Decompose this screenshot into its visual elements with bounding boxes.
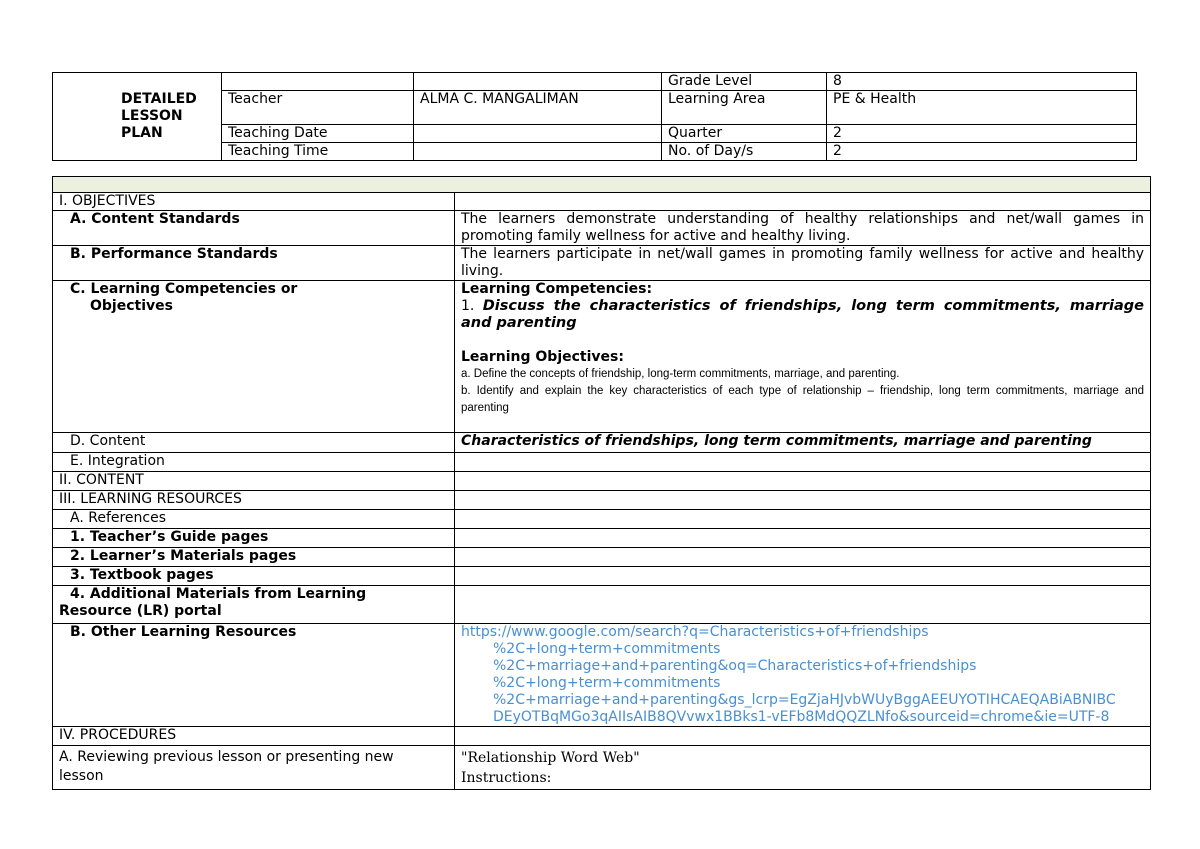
link-line-1[interactable]: https://www.google.com/search?q=Characteristics+of+friendships <box>461 624 929 640</box>
empty-cell <box>455 510 1151 529</box>
link-line-5[interactable]: %2C+marriage+and+parenting&gs_lcrp=EgZjaHJvbWUyBggAEEUYOTIHCAEQABiABNIBC <box>493 692 1116 708</box>
empty-cell <box>455 727 1151 746</box>
performance-standards-label: B. Performance Standards <box>53 246 455 281</box>
competency-number: 1. <box>461 298 475 314</box>
other-resources-label: B. Other Learning Resources <box>53 624 455 727</box>
header-band <box>53 177 1151 193</box>
empty-cell <box>455 548 1151 567</box>
teaching-date-value <box>414 125 662 143</box>
quarter-value: 2 <box>827 125 1137 143</box>
empty-cell <box>222 73 414 91</box>
document-title <box>53 73 222 161</box>
other-resources-link[interactable] <box>455 624 1151 727</box>
empty-cell <box>414 73 662 91</box>
competencies-label-line2: Objectives <box>90 298 173 314</box>
empty-cell <box>455 586 1151 624</box>
teachers-guide-label: 1. Teacher’s Guide pages <box>53 529 455 548</box>
competency-text: Discuss the characteristics of friendships, long term commitments, marriage and parenting <box>461 298 1145 331</box>
competency-item <box>461 298 1144 332</box>
reviewing-label-line1: A. Reviewing previous lesson or presenting new <box>59 749 394 765</box>
title-line-2: LESSON <box>121 108 183 124</box>
objectives-sub-heading: Learning Objectives: <box>461 349 624 365</box>
teaching-time-label: Teaching Time <box>222 143 414 161</box>
link-line-4[interactable]: %2C+long+term+commitments <box>493 675 721 691</box>
additional-materials-label <box>53 586 455 624</box>
reviewing-value-line1: "Relationship Word Web" <box>461 750 640 766</box>
teaching-date-label: Teaching Date <box>222 125 414 143</box>
procedures-heading: IV. PROCEDURES <box>53 727 455 746</box>
teacher-label: Teacher <box>222 91 414 125</box>
teaching-time-value <box>414 143 662 161</box>
title-line-3: PLAN <box>121 125 163 141</box>
quarter-label: Quarter <box>662 125 827 143</box>
learning-area-value: PE & Health <box>827 91 1137 125</box>
empty-cell <box>455 193 1151 211</box>
content-heading: II. CONTENT <box>53 472 455 491</box>
content-standards-value: The learners demonstrate understanding of healthy relationships and net/wall games in promoting family wellness for active and healthy living. <box>455 211 1151 246</box>
days-value: 2 <box>827 143 1137 161</box>
empty-cell <box>455 529 1151 548</box>
competencies-label-line1: C. Learning Competencies or <box>70 281 298 297</box>
empty-cell <box>455 453 1151 472</box>
additional-label-line2: Resource (LR) portal <box>59 603 222 619</box>
days-label: No. of Day/s <box>662 143 827 161</box>
grade-level-value: 8 <box>827 73 1137 91</box>
lesson-header-table <box>52 72 1137 161</box>
resources-heading: III. LEARNING RESOURCES <box>53 491 455 510</box>
link-line-6[interactable]: DEyOTBqMGo3qAIIsAIB8QVvwx1BBks1-vEFb8MdQQZLNfo&sourceid=chrome&ie=UTF-8 <box>493 709 1110 725</box>
textbook-label: 3. Textbook pages <box>53 567 455 586</box>
objectives-heading: I. OBJECTIVES <box>53 193 455 211</box>
link-line-2[interactable]: %2C+long+term+commitments <box>493 641 721 657</box>
empty-cell <box>455 567 1151 586</box>
competencies-label <box>53 281 455 433</box>
objective-a: a. Define the concepts of friendship, long-term commitments, marriage, and parenting. <box>461 368 900 380</box>
header-band-row <box>53 177 1151 193</box>
reviewing-value <box>455 746 1151 790</box>
performance-standards-value: The learners participate in net/wall games in promoting family wellness for active and healthy living. <box>455 246 1151 281</box>
references-label: A. References <box>53 510 455 529</box>
content-label: D. Content <box>53 433 455 453</box>
competencies-cell <box>455 281 1151 433</box>
additional-label-line1: 4. Additional Materials from Learning <box>70 586 367 602</box>
reviewing-label <box>53 746 455 790</box>
empty-cell <box>455 472 1151 491</box>
learning-area-label: Learning Area <box>662 91 827 125</box>
teacher-value: ALMA C. MANGALIMAN <box>414 91 662 125</box>
empty-cell <box>455 491 1151 510</box>
integration-label: E. Integration <box>53 453 455 472</box>
link-line-3[interactable]: %2C+marriage+and+parenting&oq=Characteristics+of+friendships <box>493 658 977 674</box>
reviewing-label-line2: lesson <box>59 768 104 784</box>
lesson-plan-table <box>52 176 1151 790</box>
content-standards-label: A. Content Standards <box>53 211 455 246</box>
objective-b: b. Identify and explain the key characteristics of each type of relationship – friendship, long term commitments, marriage and parenting <box>461 385 1144 414</box>
learners-materials-label: 2. Learner’s Materials pages <box>53 548 455 567</box>
grade-level-label: Grade Level <box>662 73 827 91</box>
competencies-heading: Learning Competencies: <box>461 281 653 297</box>
title-line-1: DETAILED <box>121 91 197 107</box>
reviewing-value-line2: Instructions: <box>461 770 552 786</box>
content-value: Characteristics of friendships, long term commitments, marriage and parenting <box>455 433 1151 453</box>
